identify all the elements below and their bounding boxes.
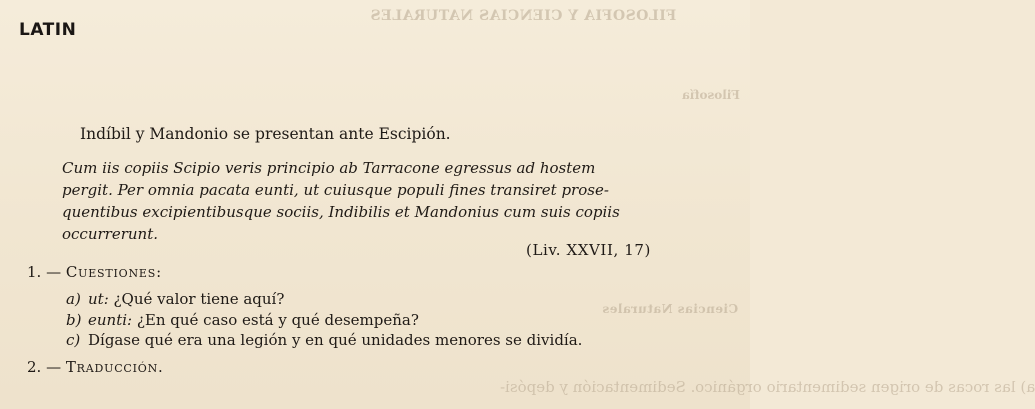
section-suffix: : (156, 263, 162, 281)
question-letter: b) (66, 311, 82, 329)
question-item (66, 290, 284, 308)
bleed-through-text: a) las rocas de origen sedimentario orgánico. Sedimentación y depósi- (500, 378, 1035, 396)
section-title: Cuestiones (65, 263, 157, 281)
passage-line: occurrerunt. (62, 225, 158, 243)
question-text: Dígase qué era una legión y en qué unidades menores se dividía. (88, 331, 583, 349)
section-suffix: . (158, 358, 163, 376)
passage-title: Indíbil y Mandonio se presentan ante Escipión. (80, 125, 451, 143)
latin-passage (62, 157, 724, 245)
section-number: 1. — (27, 263, 62, 281)
section-translation (27, 358, 163, 376)
bleed-through-text: Ciencias Naturales (602, 302, 739, 316)
section-questions (27, 263, 161, 281)
question-item (66, 331, 582, 349)
passage-line: Cum iis copiis Scipio veris principio ab Tarracone egressus ad hostem (62, 159, 596, 177)
passage-line: quentibus excipientibusque sociis, Indibilis et Mandonius cum suis copiis (62, 203, 620, 221)
question-term: ut: (88, 290, 109, 308)
bleed-through-text: FILOSOFIA Y CIENCIAS NATURALES (370, 8, 677, 24)
question-text: ¿En qué caso está y qué desempeña? (132, 311, 419, 329)
bleed-through-text: Filosofía (682, 88, 740, 102)
question-term: eunti: (88, 311, 133, 329)
section-number: 2. — (27, 358, 62, 376)
question-letter: a) (66, 290, 81, 308)
source-citation: (Liv. XXVII, 17) (526, 241, 651, 259)
question-letter: c) (66, 331, 81, 349)
subject-heading: LATIN (19, 20, 77, 40)
question-text: ¿Qué valor tiene aquí? (108, 290, 285, 308)
section-title: Traducción (65, 358, 159, 376)
question-item (66, 311, 419, 329)
passage-line: pergit. Per omnia pacata eunti, ut cuiusque populi fines transiret prose- (62, 181, 609, 199)
